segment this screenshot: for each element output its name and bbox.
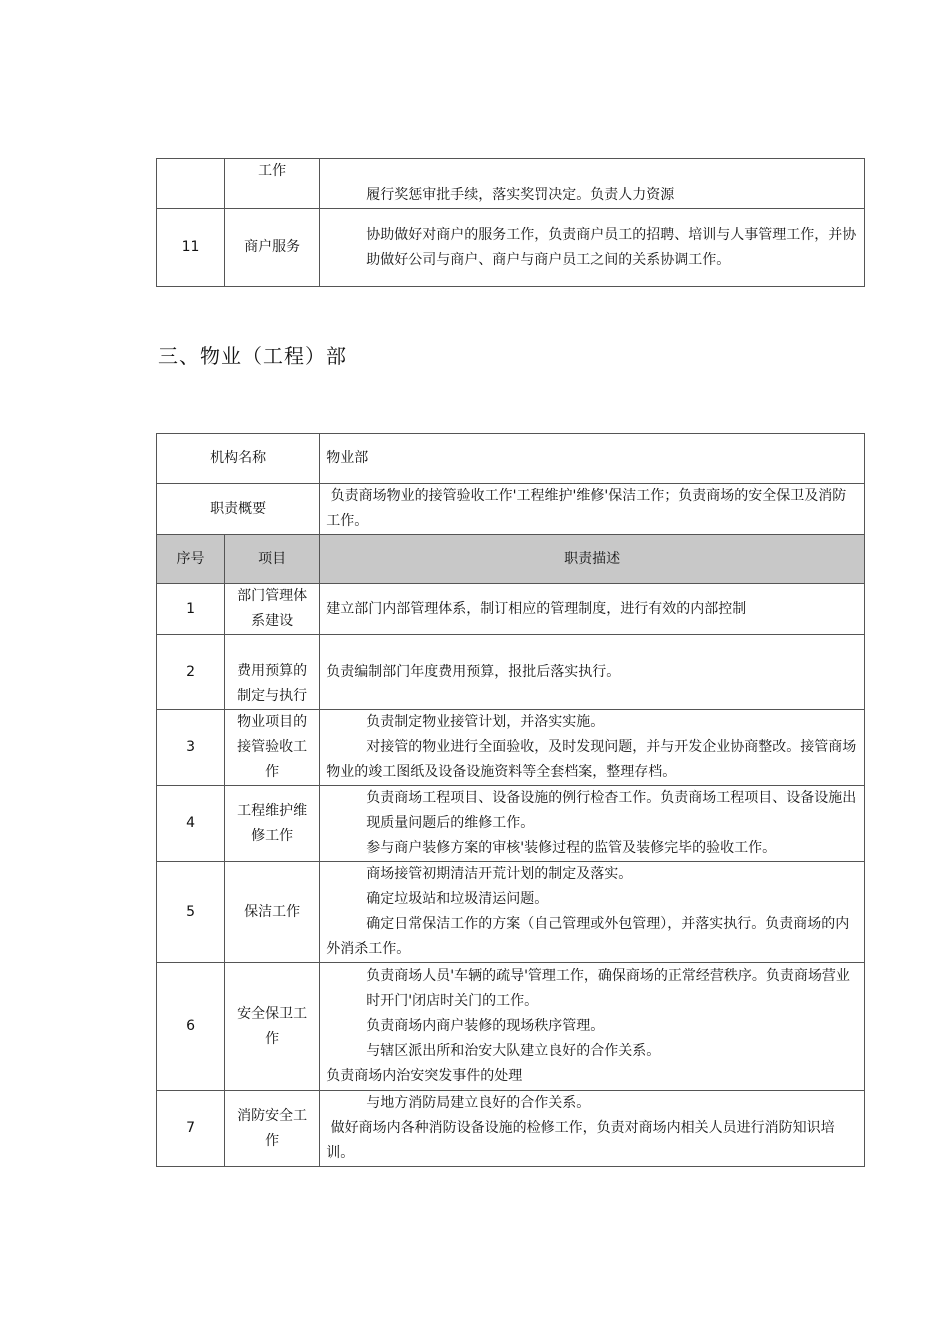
summary-label: 职责概要 <box>157 484 320 535</box>
section-title: 三、物业（工程）部 <box>158 344 347 368</box>
row-number: 7 <box>157 1091 225 1167</box>
row-item: 工程维护维修工作 <box>225 786 320 862</box>
row-description: 负责制定物业接管计划，并洛实实施。 对接管的物业进行全面验收，及时发现问题，并与开发企业协商整改。接管商场物业的竣工图纸及设备设施资料等全套档案，整理存档。 <box>320 710 865 786</box>
org-name-row <box>157 434 865 484</box>
row-description: 负责商场人员'车辆的疏导'管理工作，确保商场的正常经营秩序。负责商场营业时开门'闭店时关门的工作。 负责商场内商户装修的现场秩序管理。 与辖区派出所和治安大队建立良好的合作关系。 负责商场内治安突发事件的处理 <box>320 963 865 1091</box>
table-row <box>157 862 865 963</box>
table-row <box>157 159 865 209</box>
org-name-value: 物业部 <box>320 434 865 484</box>
table-row <box>157 635 865 710</box>
header-item: 项目 <box>225 535 320 584</box>
table-header <box>157 535 865 584</box>
row-description: 商场接管初期清洁开荒计划的制定及落实。 确定垃圾站和垃圾清运问题。 确定日常保洁工作的方案（自己管理或外包管理），并落实执行。负责商场的内外消杀工作。 <box>320 862 865 963</box>
row-item: 商户服务 <box>225 209 320 287</box>
row-number: 1 <box>157 584 225 635</box>
row-description: 负责商场工程项目、设备设施的例行检杳工作。负责商场工程项目、设备设施出现质量问题后的维修工作。 参与商户装修方案的审核'装修过程的监管及装修完毕的验收工作。 <box>320 786 865 862</box>
row-description: 负责编制部门年度费用预算，报批后落实执行。 <box>320 635 865 710</box>
row-number: 2 <box>157 635 225 710</box>
row-item: 消防安全工作 <box>225 1091 320 1167</box>
header-number: 序号 <box>157 535 225 584</box>
row-item: 安全保卫工作 <box>225 963 320 1091</box>
row-item: 工作 <box>225 159 320 209</box>
table-row <box>157 786 865 862</box>
row-item: 保洁工作 <box>225 862 320 963</box>
continued-table <box>156 158 865 287</box>
row-number: 4 <box>157 786 225 862</box>
row-number: 3 <box>157 710 225 786</box>
department-table <box>156 433 865 1167</box>
summary-row <box>157 484 865 535</box>
table-row <box>157 209 865 287</box>
row-description: 履行奖惩审批手续，落实奖罚决定。负责人力资源 <box>320 159 865 209</box>
table-row <box>157 584 865 635</box>
header-description: 职责描述 <box>320 535 865 584</box>
row-item: 物业项目的接管验收工作 <box>225 710 320 786</box>
row-number: 5 <box>157 862 225 963</box>
table-row <box>157 963 865 1091</box>
table-row <box>157 1091 865 1167</box>
row-number: 11 <box>157 209 225 287</box>
table-row <box>157 710 865 786</box>
row-item: 部门管理体系建设 <box>225 584 320 635</box>
row-description: 与地方消防局建立良好的合作关系。 做好商场内各种消防设备设施的检修工作，负责对商场内相关人员进行消防知识培训。 <box>320 1091 865 1167</box>
row-description: 协助做好对商户的服务工作，负责商户员工的招聘、培训与人事管理工作，并协助做好公司与商户、商户与商户员工之间的关系协调工作。 <box>320 209 865 287</box>
row-description: 建立部门内部管理体系，制订相应的管理制度，进行有效的内部控制 <box>320 584 865 635</box>
row-number: 6 <box>157 963 225 1091</box>
row-item: 费用预算的制定与执行 <box>225 635 320 710</box>
row-number <box>157 159 225 209</box>
org-name-label: 机构名称 <box>157 434 320 484</box>
summary-value: 负责商场物业的接管验收工作'工程维护'维修'保洁工作；负责商场的安全保卫及消防工作。 <box>320 484 865 535</box>
